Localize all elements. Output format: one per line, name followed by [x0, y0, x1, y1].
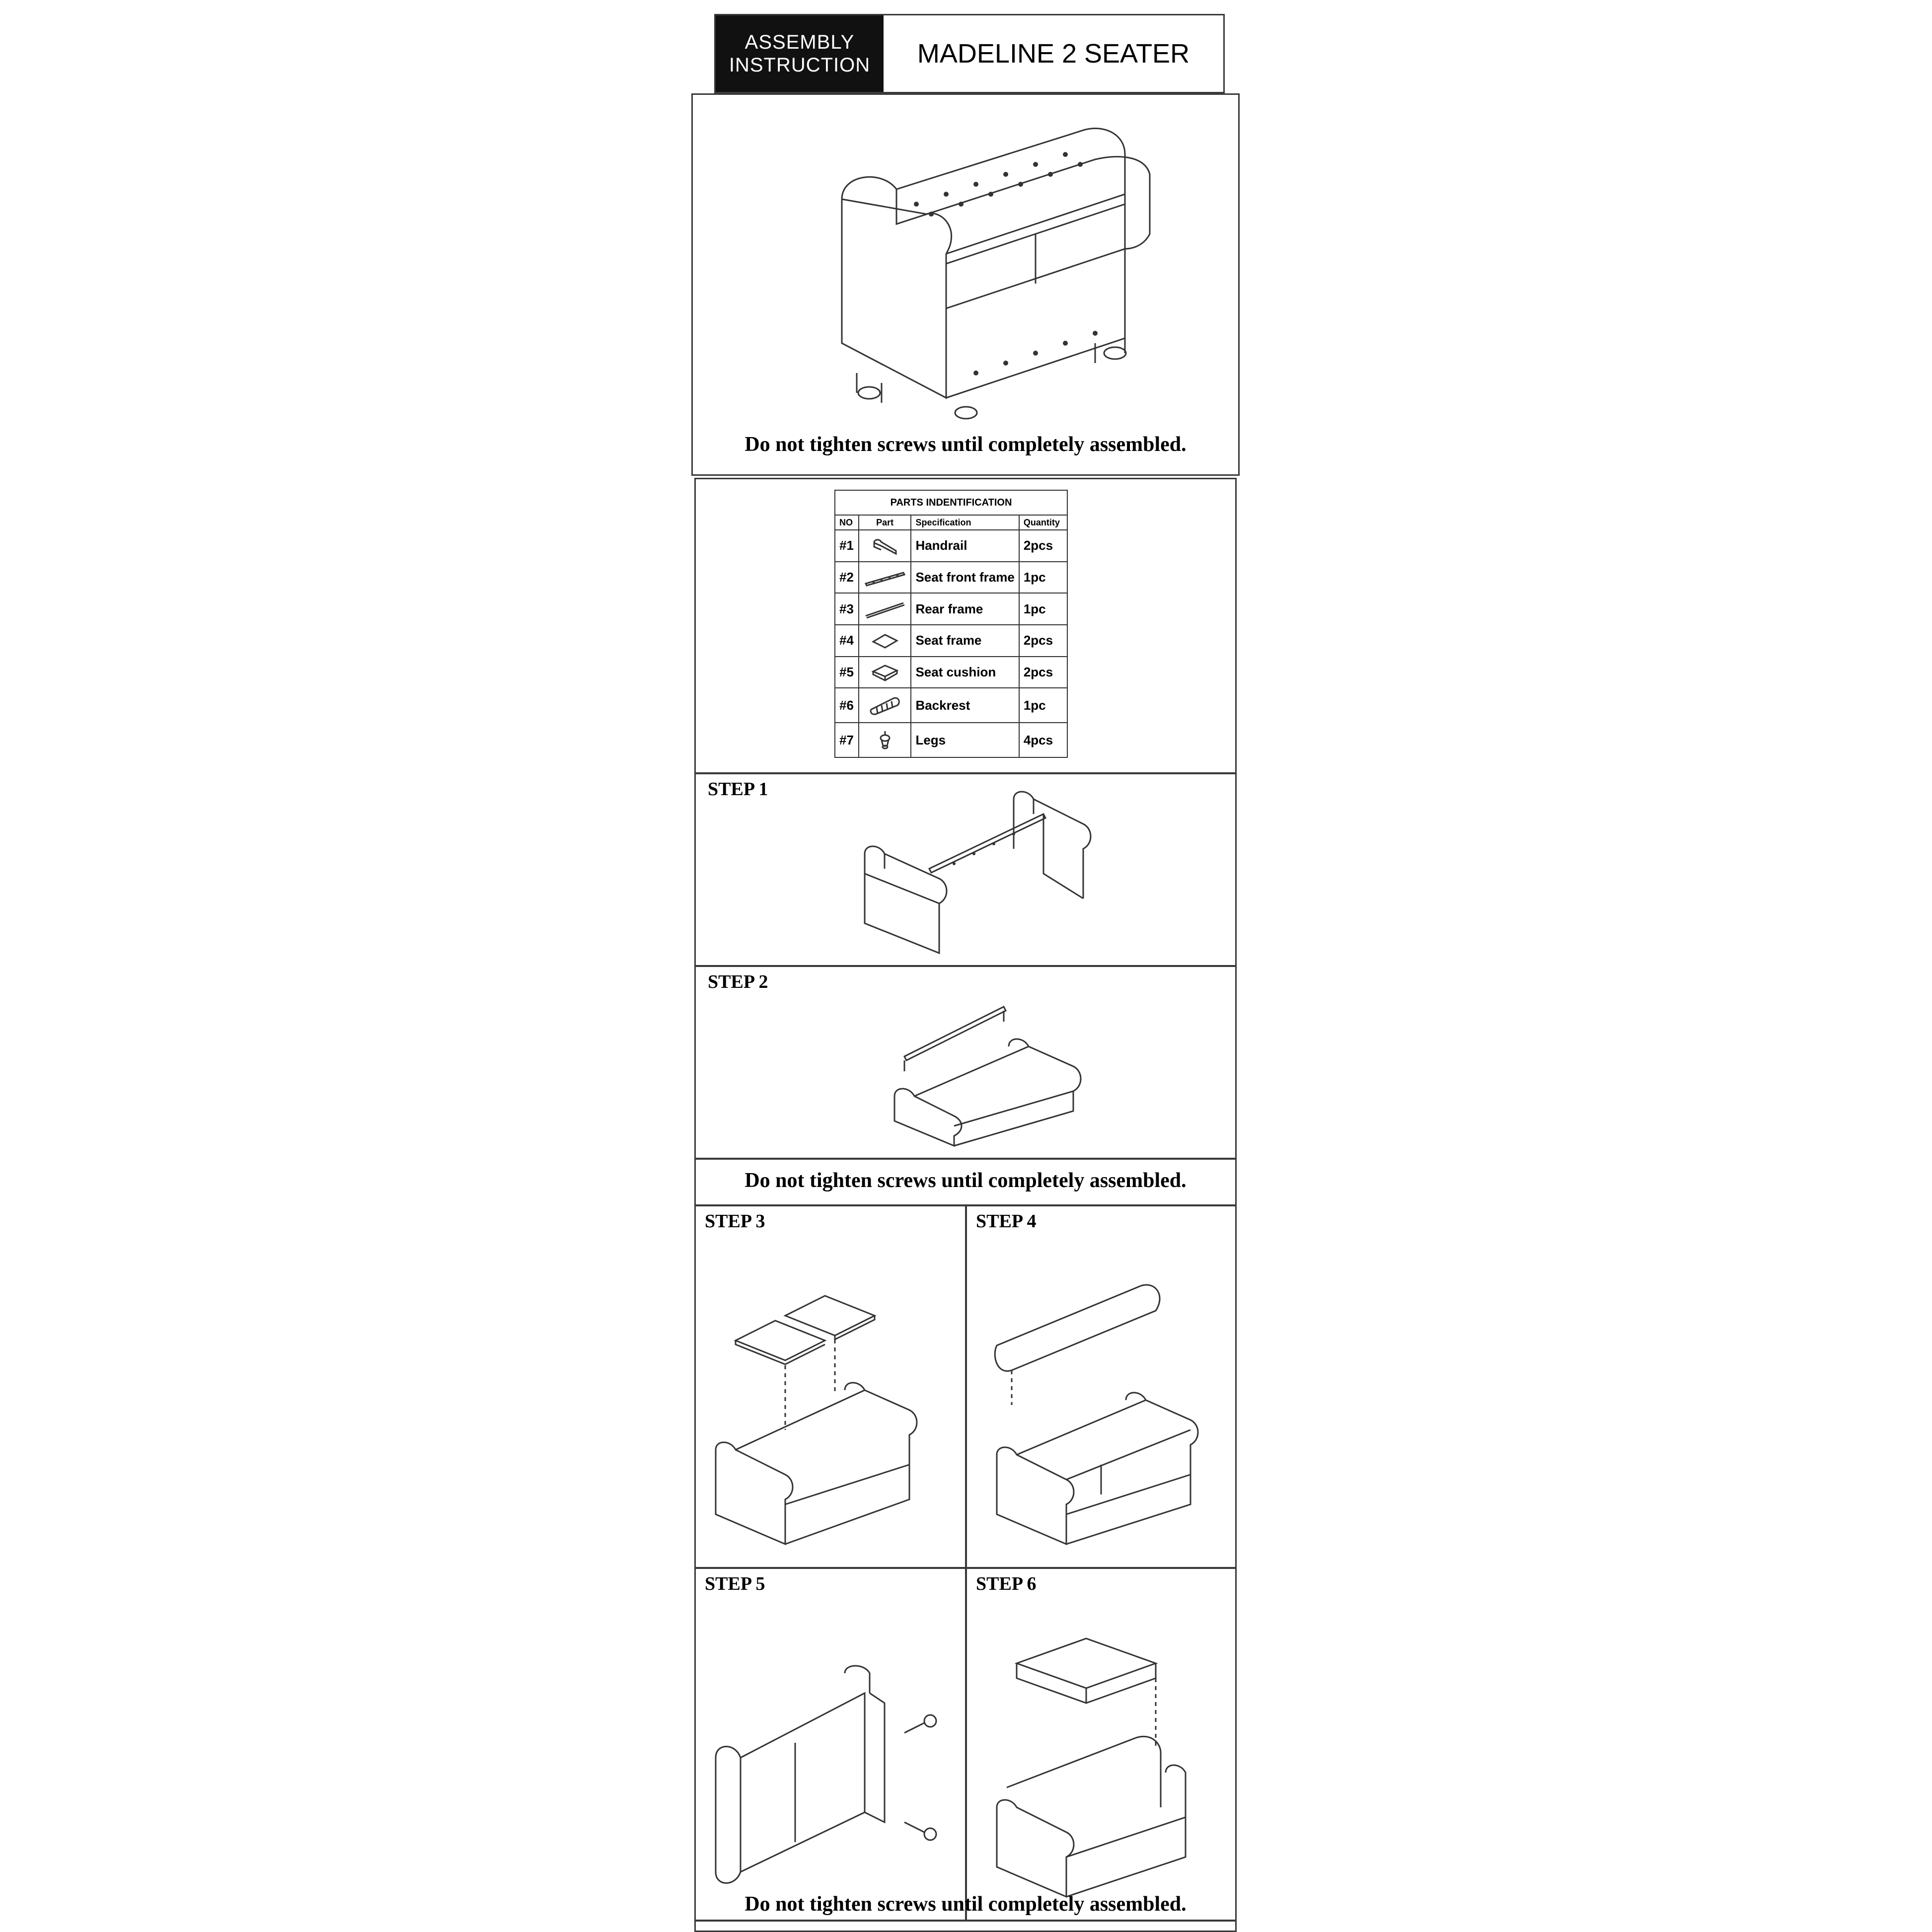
mid-warning: Do not tighten screws until completely assembled.	[744, 1169, 1187, 1192]
row-no: #6	[835, 688, 859, 723]
row-no: #5	[835, 657, 859, 688]
row-qty: 1pc	[1019, 593, 1067, 625]
step3-label: STEP 3	[705, 1211, 765, 1232]
step4-panel	[966, 1205, 1237, 1568]
label-line2: INSTRUCTION	[729, 54, 871, 76]
bottom-warning: Do not tighten screws until completely assembled.	[744, 1893, 1187, 1916]
row-qty: 1pc	[1019, 562, 1067, 594]
bottom-warning-panel	[694, 1920, 1237, 1932]
row-no: #3	[835, 593, 859, 625]
product-title	[884, 15, 1223, 92]
col-spec: Specification	[911, 515, 1019, 530]
parts-caption: PARTS INDENTIFICATION	[835, 490, 1067, 515]
assembly-instruction-label	[716, 15, 884, 92]
seat-frame-icon	[859, 625, 911, 657]
step1-label: STEP 1	[708, 779, 768, 800]
step1-illustration	[855, 779, 1103, 958]
row-qty: 2pcs	[1019, 625, 1067, 657]
row-spec: Legs	[911, 723, 1019, 757]
row-qty: 2pcs	[1019, 530, 1067, 562]
step3-illustration	[706, 1266, 954, 1554]
step6-illustration	[987, 1609, 1225, 1917]
col-no: NO	[835, 515, 859, 530]
leg-icon	[859, 723, 911, 757]
label-line1: ASSEMBLY	[744, 31, 855, 53]
row-spec: Handrail	[911, 530, 1019, 562]
row-qty: 1pc	[1019, 688, 1067, 723]
row-spec: Seat cushion	[911, 657, 1019, 688]
table-row	[835, 593, 1067, 625]
step4-illustration	[987, 1256, 1225, 1554]
col-part: Part	[859, 515, 911, 530]
table-row	[835, 723, 1067, 757]
handrail-icon	[859, 530, 911, 562]
step2-illustration	[885, 982, 1083, 1151]
parts-table	[834, 490, 1068, 758]
row-spec: Seat front frame	[911, 562, 1019, 594]
mid-warning-panel	[694, 1158, 1237, 1206]
cover-panel	[691, 93, 1240, 476]
row-spec: Backrest	[911, 688, 1019, 723]
step5-label: STEP 5	[705, 1573, 765, 1594]
table-row	[835, 688, 1067, 723]
row-no: #2	[835, 562, 859, 594]
table-row	[835, 562, 1067, 594]
step5-illustration	[706, 1634, 954, 1912]
row-no: #4	[835, 625, 859, 657]
row-qty: 2pcs	[1019, 657, 1067, 688]
step2-label: STEP 2	[708, 971, 768, 992]
row-no: #1	[835, 530, 859, 562]
row-qty: 4pcs	[1019, 723, 1067, 757]
step5-panel	[694, 1567, 966, 1921]
parts-table-wrap	[834, 490, 1068, 758]
table-row	[835, 657, 1067, 688]
col-qty: Quantity	[1019, 515, 1067, 530]
step6-label: STEP 6	[976, 1573, 1037, 1594]
table-row	[835, 530, 1067, 562]
step6-panel	[966, 1567, 1237, 1921]
step2-panel	[694, 966, 1237, 1159]
backrest-icon	[859, 688, 911, 723]
step1-panel	[694, 773, 1237, 966]
seat-cushion-icon	[859, 657, 911, 688]
table-row	[835, 625, 1067, 657]
product-title-text: MADELINE 2 SEATER	[917, 39, 1190, 69]
cover-warning: Do not tighten screws until completely assembled.	[744, 433, 1187, 456]
rear-frame-icon	[859, 593, 911, 625]
step3-panel	[694, 1205, 966, 1568]
row-spec: Rear frame	[911, 593, 1019, 625]
row-no: #7	[835, 723, 859, 757]
sofa-cover-illustration	[767, 115, 1165, 433]
row-spec: Seat frame	[911, 625, 1019, 657]
step4-label: STEP 4	[976, 1211, 1037, 1232]
seat-front-frame-icon	[859, 562, 911, 594]
header-bar	[714, 14, 1225, 93]
